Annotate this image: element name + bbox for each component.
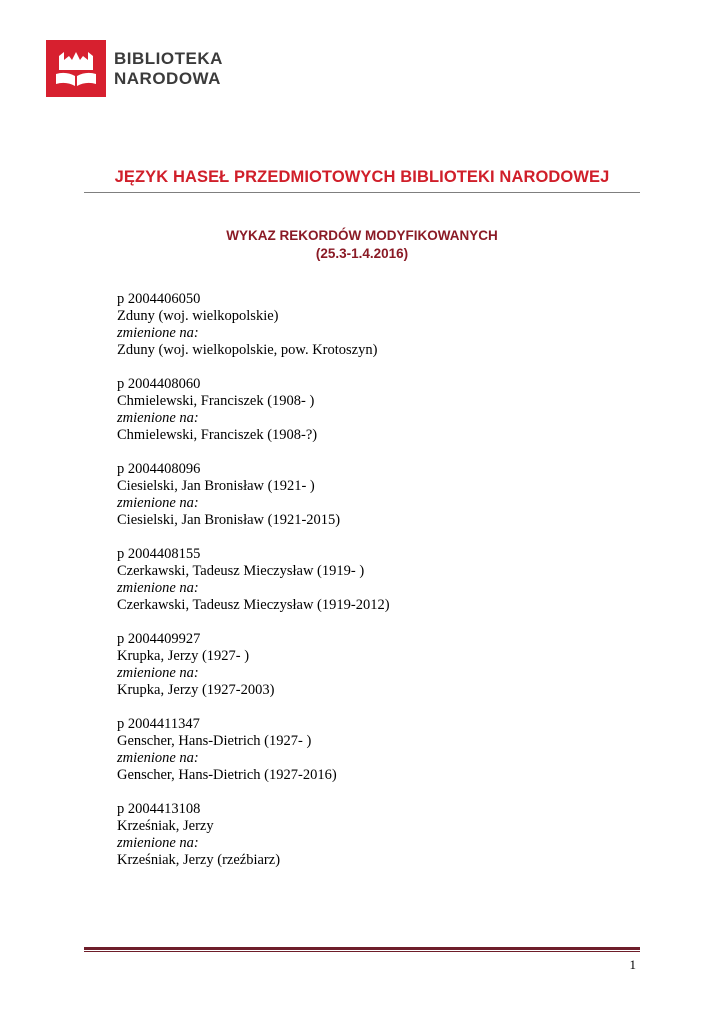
date-range: (25.3-1.4.2016) bbox=[315, 246, 409, 261]
record-old-heading: Zduny (woj. wielkopolskie) bbox=[117, 308, 279, 324]
footer-divider-thin bbox=[84, 951, 640, 952]
changed-to-label: zmienione na: bbox=[117, 835, 199, 851]
changed-to-label: zmienione na: bbox=[117, 495, 199, 511]
record-item bbox=[117, 461, 390, 529]
crown-book-icon bbox=[46, 40, 106, 97]
logo-line-1: BIBLIOTEKA bbox=[114, 48, 223, 68]
record-item bbox=[117, 376, 390, 444]
changed-to-label: zmienione na: bbox=[117, 325, 199, 341]
record-new-heading: Chmielewski, Franciszek (1908-?) bbox=[117, 427, 318, 443]
record-new-heading: Genscher, Hans-Dietrich (1927-2016) bbox=[117, 767, 337, 783]
record-id: p 2004408155 bbox=[117, 546, 201, 562]
record-item bbox=[117, 291, 390, 359]
record-id: p 2004408096 bbox=[117, 461, 201, 477]
changed-to-label: zmienione na: bbox=[117, 580, 199, 596]
record-old-heading: Genscher, Hans-Dietrich (1927- ) bbox=[117, 733, 312, 749]
document-title: JĘZYK HASEŁ PRZEDMIOTOWYCH BIBLIOTEKI NARODOWEJ bbox=[114, 168, 610, 186]
record-old-heading: Chmielewski, Franciszek (1908- ) bbox=[117, 393, 315, 409]
record-item bbox=[117, 716, 390, 784]
record-id: p 2004408060 bbox=[117, 376, 201, 392]
record-id: p 2004409927 bbox=[117, 631, 201, 647]
list-subtitle: WYKAZ REKORDÓW MODYFIKOWANYCH bbox=[226, 228, 498, 243]
changed-to-label: zmienione na: bbox=[117, 665, 199, 681]
record-item bbox=[117, 801, 390, 869]
footer-divider bbox=[84, 947, 640, 950]
record-old-heading: Ciesielski, Jan Bronisław (1921- ) bbox=[117, 478, 315, 494]
record-new-heading: Ciesielski, Jan Bronisław (1921-2015) bbox=[117, 512, 341, 528]
record-id: p 2004406050 bbox=[117, 291, 201, 307]
records-list bbox=[117, 291, 390, 886]
library-logo bbox=[46, 40, 223, 97]
record-id: p 2004413108 bbox=[117, 801, 201, 817]
record-item bbox=[117, 631, 390, 699]
record-old-heading: Czerkawski, Tadeusz Mieczysław (1919- ) bbox=[117, 563, 365, 579]
record-id: p 2004411347 bbox=[117, 716, 200, 732]
record-old-heading: Krześniak, Jerzy bbox=[117, 818, 214, 834]
record-new-heading: Czerkawski, Tadeusz Mieczysław (1919-2012) bbox=[117, 597, 390, 613]
logo-line-2: NARODOWA bbox=[114, 68, 221, 88]
page-number: 1 bbox=[629, 957, 636, 972]
title-divider bbox=[84, 192, 640, 193]
record-new-heading: Zduny (woj. wielkopolskie, pow. Krotoszyn) bbox=[117, 342, 378, 358]
record-old-heading: Krupka, Jerzy (1927- ) bbox=[117, 648, 250, 664]
record-item bbox=[117, 546, 390, 614]
record-new-heading: Krupka, Jerzy (1927-2003) bbox=[117, 682, 275, 698]
changed-to-label: zmienione na: bbox=[117, 410, 199, 426]
record-new-heading: Krześniak, Jerzy (rzeźbiarz) bbox=[117, 852, 281, 868]
changed-to-label: zmienione na: bbox=[117, 750, 199, 766]
